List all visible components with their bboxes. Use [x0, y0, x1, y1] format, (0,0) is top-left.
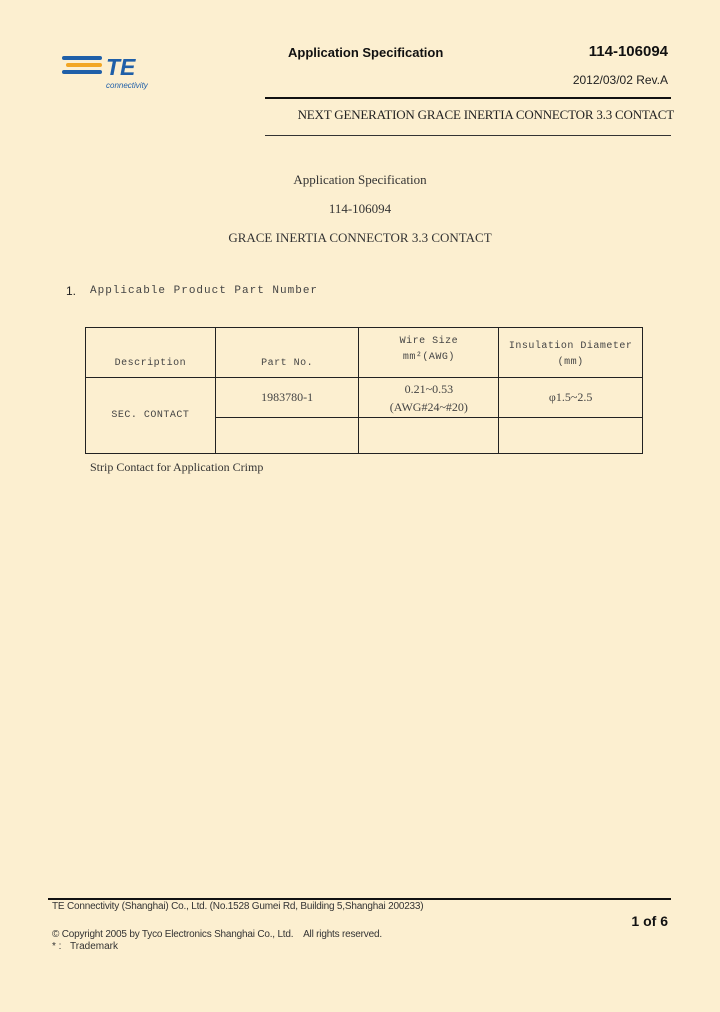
cell-empty-part-no	[215, 418, 359, 454]
logo-stripe-middle	[66, 63, 102, 67]
cell-empty-wire-size	[359, 418, 499, 454]
logo-stripe-top	[62, 56, 102, 60]
logo-stripe-bottom	[62, 70, 102, 74]
header-insulation-line1: Insulation Diameter	[508, 340, 633, 352]
header-title: Application Specification	[288, 45, 444, 60]
part-number-table	[85, 327, 643, 454]
product-line-title: NEXT GENERATION GRACE INERTIA CONNECTOR 3.3 CONTACT	[297, 107, 674, 122]
trademark-symbol: * :	[52, 941, 62, 952]
footer-copyright: © Copyright 2005 by Tyco Electronics Shanghai Co., Ltd. All rights reserved.	[52, 929, 382, 940]
cell-description	[86, 378, 216, 454]
header-divider	[265, 97, 671, 99]
product-line-divider	[265, 135, 671, 136]
section-number: 1.	[66, 284, 77, 298]
table-header-row	[86, 328, 643, 378]
logo-text: TE	[106, 54, 136, 80]
cell-wire-size-line2: (AWG#24~#20)	[389, 399, 468, 414]
header-wire-size	[359, 328, 499, 378]
header-wire-size-line1: Wire Size	[399, 336, 459, 347]
header-part-no	[215, 328, 359, 378]
header-insulation-line2: (mm)	[557, 356, 584, 368]
cell-part-no	[215, 378, 359, 418]
header-description	[86, 328, 216, 378]
footer-company: TE Connectivity (Shanghai) Co., Ltd. (No.1528 Gumei Rd, Building 5,Shanghai 200233)	[52, 901, 424, 912]
cell-empty-insulation	[499, 418, 643, 454]
section-title: Applicable Product Part Number	[90, 285, 319, 297]
cell-wire-size-line1: 0.21~0.53	[404, 381, 454, 396]
cell-part-no-text: 1983780-1	[261, 390, 314, 404]
cell-insulation	[499, 378, 643, 418]
date-revision: 2012/03/02 Rev.A	[572, 73, 668, 87]
te-connectivity-logo	[62, 54, 162, 94]
page-number: 1 of 6	[631, 913, 668, 929]
header-part-no-label: Part No.	[261, 358, 314, 369]
cell-insulation-text: φ1.5~2.5	[548, 390, 593, 404]
header-wire-size-line2: mm²(AWG)	[402, 352, 455, 363]
logo-subtext: connectivity	[106, 81, 148, 90]
cell-wire-size	[359, 378, 499, 418]
table-note: Strip Contact for Application Crimp	[90, 460, 264, 474]
trademark-label: Trademark	[70, 941, 118, 952]
footer-divider	[48, 898, 671, 900]
header-description-label: Description	[114, 358, 187, 369]
doc-title-line1: Application Specification	[293, 172, 427, 187]
doc-title-line3: GRACE INERTIA CONNECTOR 3.3 CONTACT	[228, 230, 492, 245]
doc-title-line2: 114-106094	[328, 201, 392, 216]
header-insulation-diameter	[499, 328, 643, 378]
document-number: 114-106094	[588, 43, 668, 60]
table-row	[86, 378, 643, 418]
cell-description-text: SEC. CONTACT	[111, 410, 190, 421]
